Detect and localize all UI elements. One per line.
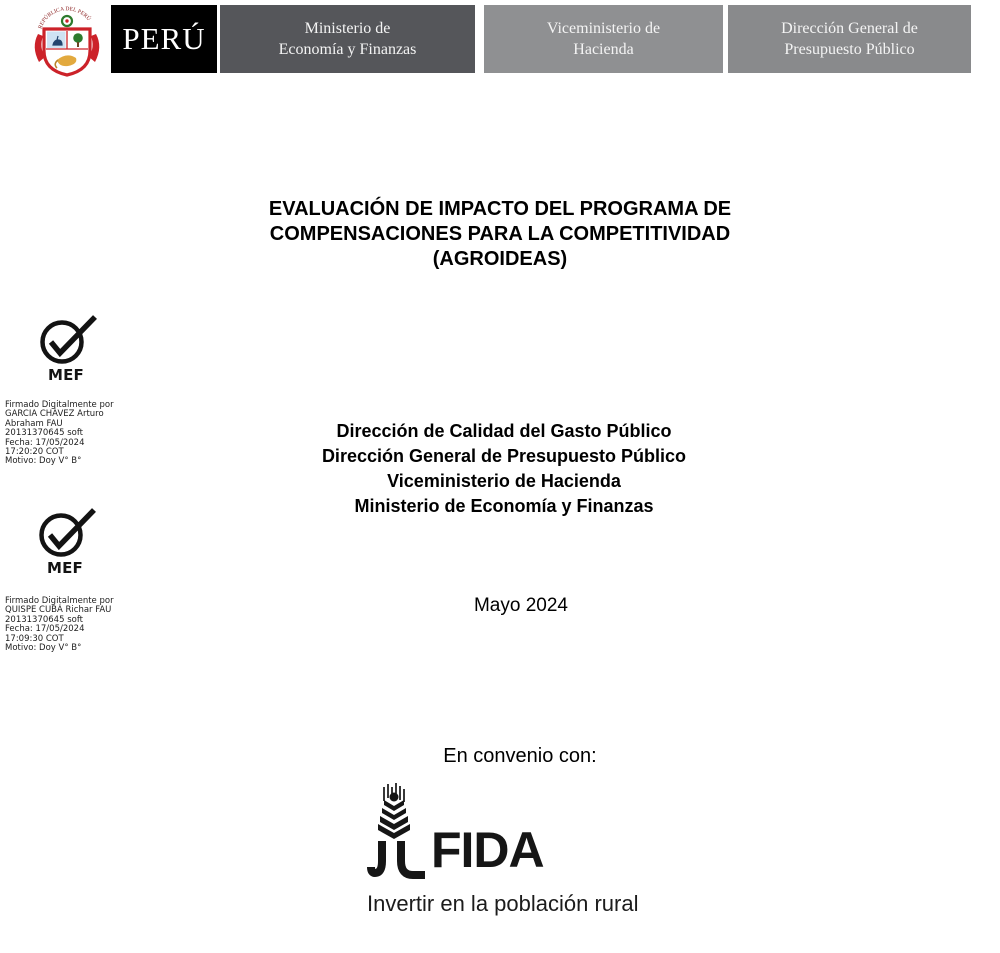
fida-wheat-hands-icon (367, 783, 429, 887)
signature-line: QUISPE CUBÁ Richar FAU (5, 605, 112, 616)
header-box-direction (728, 5, 971, 73)
signature-line: Firmado Digitalmente por (5, 596, 114, 606)
partnership-intro: En convenio con: (443, 745, 597, 767)
header-box-line: Economía y Finanzas (278, 41, 417, 58)
peru-label: PERÚ (122, 21, 206, 56)
header-box-ministry (220, 5, 475, 73)
signature-line: 17:20:20 COT (5, 447, 64, 458)
svg-text:REPÚBLICA DEL PERÚ: REPÚBLICA DEL PERÚ (37, 6, 92, 30)
header-box-line: Dirección General de (781, 20, 918, 37)
mef-check-logo-icon (33, 315, 99, 365)
signature-line: Abraham FAU (5, 418, 63, 429)
signature-line: 17:09:30 COT (5, 633, 64, 644)
organization-block (4, 419, 1000, 519)
fida-logo-block (367, 781, 697, 931)
org-line: Dirección de Calidad del Gasto Público (336, 421, 672, 441)
mef-logo-label: MEF (46, 559, 84, 577)
peru-wordmark (111, 5, 217, 73)
org-line: Ministerio de Economía y Finanzas (354, 496, 654, 516)
signature-line: 20131370645 soft (5, 428, 83, 439)
signature-line: Fecha: 17/05/2024 (5, 437, 85, 448)
fida-tagline: Invertir en la población rural (367, 891, 639, 916)
header-box-viceministry (484, 5, 723, 73)
signature-line: Motivo: Doy V° B° (5, 456, 82, 467)
signature-line: GARCIA CHÁVEZ Arturo (5, 409, 104, 420)
title-line: EVALUACIÓN DE IMPACTO DEL PROGRAMA DE (268, 198, 732, 220)
fida-wordmark: FIDA (431, 822, 544, 878)
document-date: Mayo 2024 (473, 595, 568, 616)
header-box-line: Viceministerio de (546, 20, 661, 37)
title-line: (AGROIDEAS) (432, 248, 568, 270)
header-box-line: Hacienda (573, 41, 634, 58)
header-box-line: Ministerio de (304, 20, 391, 37)
title-line: COMPENSACIONES PARA LA COMPETITIVIDAD (269, 223, 731, 245)
signature-line: Firmado Digitalmente por (5, 400, 114, 410)
mef-logo-label: MEF (47, 366, 85, 384)
org-line: Dirección General de Presupuesto Público (321, 446, 687, 466)
signature-line: 20131370645 soft (5, 614, 83, 625)
document-title (0, 197, 1000, 272)
header-box-line: Presupuesto Público (784, 41, 915, 58)
signature-line: Fecha: 17/05/2024 (5, 624, 85, 635)
signature-line: Motivo: Doy V° B° (5, 643, 82, 654)
org-line: Viceministerio de Hacienda (387, 471, 621, 491)
peru-coat-of-arms-icon (28, 2, 106, 82)
digital-signature-stamp-1 (33, 315, 99, 384)
